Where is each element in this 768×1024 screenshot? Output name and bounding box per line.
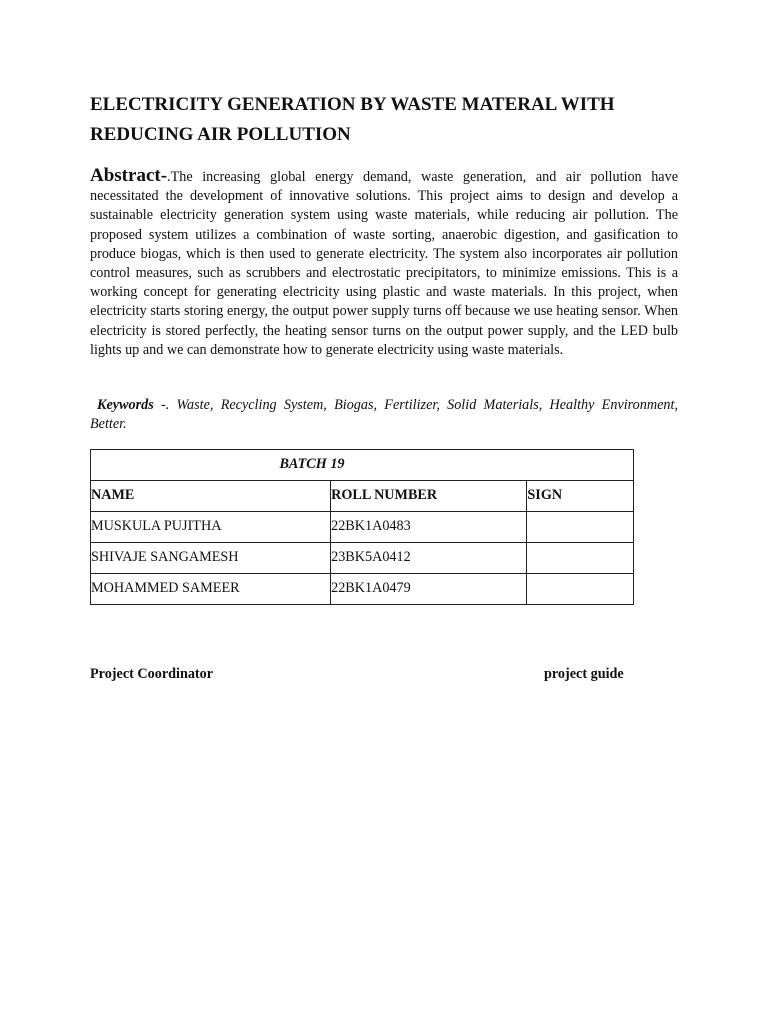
student-name-cell bbox=[91, 512, 331, 543]
batch-table bbox=[90, 449, 634, 605]
roll-number: 22BK1A0479 bbox=[331, 580, 411, 596]
table-header-row bbox=[91, 481, 634, 512]
sign-cell bbox=[527, 512, 634, 543]
keywords-text: -. Waste, Recycling System, Biogas, Fertilizer, Solid Materials, Healthy Environment, Better. bbox=[90, 397, 678, 433]
sign-value bbox=[527, 574, 633, 579]
keywords-paragraph bbox=[90, 396, 678, 434]
roll-number-cell bbox=[331, 543, 527, 574]
header-sign bbox=[527, 481, 634, 512]
project-guide-label: project guide bbox=[544, 666, 624, 682]
student-name-cell bbox=[91, 574, 331, 605]
keywords-label: Keywords bbox=[97, 397, 154, 413]
abstract-paragraph bbox=[90, 166, 678, 360]
header-name bbox=[91, 481, 331, 512]
header-roll-number-label: ROLL NUMBER bbox=[331, 487, 438, 503]
sign-value bbox=[527, 512, 633, 517]
student-name: MOHAMMED SAMEER bbox=[91, 580, 240, 596]
table-row bbox=[91, 574, 634, 605]
header-name-label: NAME bbox=[91, 487, 135, 503]
table-row bbox=[91, 543, 634, 574]
student-name-cell bbox=[91, 543, 331, 574]
roll-number-cell bbox=[331, 574, 527, 605]
table-row bbox=[91, 512, 634, 543]
roll-number: 22BK1A0483 bbox=[331, 518, 411, 534]
student-name: MUSKULA PUJITHA bbox=[91, 518, 222, 534]
header-roll-number bbox=[331, 481, 527, 512]
student-name: SHIVAJE SANGAMESH bbox=[91, 549, 239, 565]
project-coordinator-label: Project Coordinator bbox=[90, 666, 214, 682]
batch-caption: BATCH 19 bbox=[279, 456, 345, 472]
abstract-label: Abstract- bbox=[90, 165, 168, 186]
header-sign-label: SIGN bbox=[527, 487, 563, 503]
roll-number-cell bbox=[331, 512, 527, 543]
sign-cell bbox=[527, 574, 634, 605]
document-title: ELECTRICITY GENERATION BY WASTE MATERAL WITH REDUCING AIR POLLUTION bbox=[90, 94, 615, 145]
roll-number: 23BK5A0412 bbox=[331, 549, 411, 565]
sign-cell bbox=[527, 543, 634, 574]
abstract-text: .The increasing global energy demand, waste generation, and air pollution have necessitated the development of innovative solutions. This project aims to design and develop a sustainable electricity generation system using waste materials, while reducing air pollution. The proposed system utilizes a combination of waste sorting, anaerobic digestion, and gasification to produce biogas, which is then used to generate electricity. The system also incorporates air pollution control measures, such as scrubbers and electrostatic precipitators, to minimize emissions. This is a working concept for generating electricity using plastic and waste materials. In this project, when electricity starts storing energy, the output power supply turns off because we use heating sensor. When electricity is stored perfectly, the heating sensor turns on the output power supply, and the LED bulb lights up and we can demonstrate how to generate electricity using waste materials. bbox=[90, 169, 678, 358]
batch-caption-row bbox=[91, 450, 634, 481]
sign-value bbox=[527, 543, 633, 548]
batch-caption-cell bbox=[91, 450, 634, 481]
